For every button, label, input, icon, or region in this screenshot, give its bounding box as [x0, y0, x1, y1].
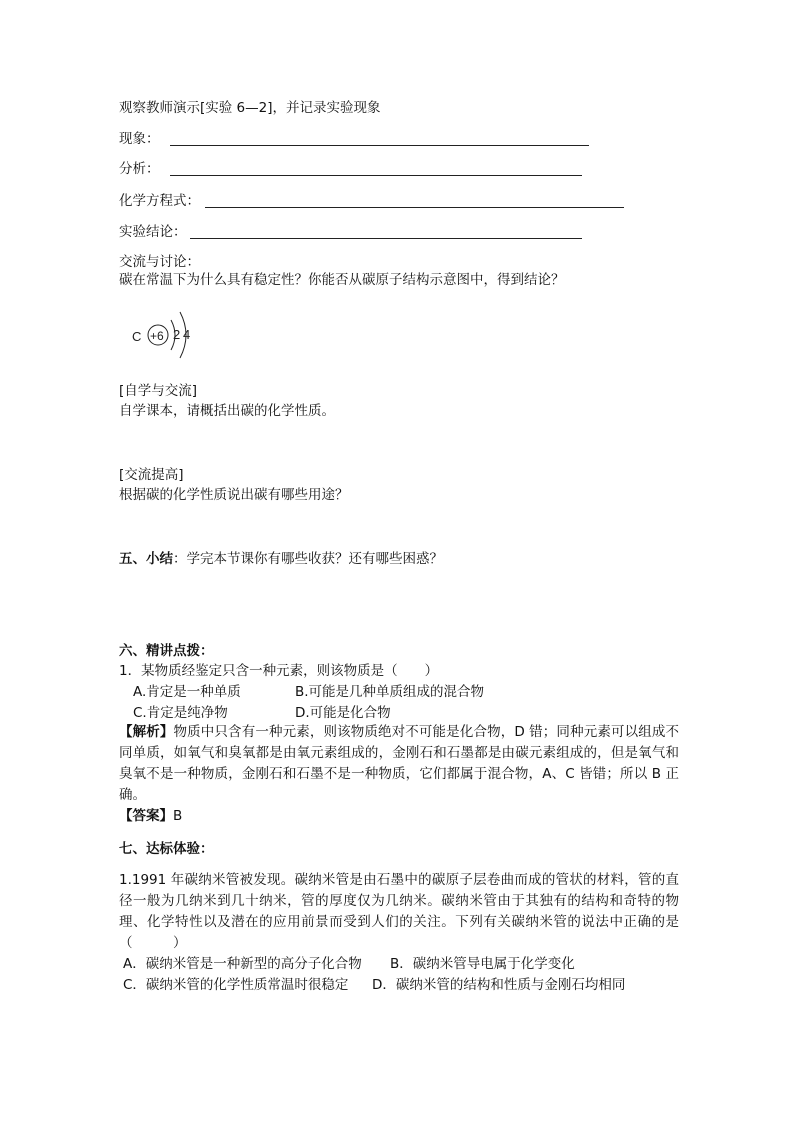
section6-question: 1．某物质经鉴定只含一种元素，则该物质是（ ）	[119, 663, 439, 679]
shell2-electrons: 4	[183, 327, 191, 342]
field-equation-label: 化学方程式：	[119, 193, 200, 209]
analysis-text: 物质中只含有一种元素，则该物质绝对不可能是化合物，D 错；同种元素可以组成不同单质，如氧气和臭氧都是由氧元素组成的，金刚石和石墨都是由碳元素组成的，但是氧气和臭氧不是一种物质，金刚石和石墨不是一种物质，它们都属于混合物，A、C 皆错；所以 B 正确。	[119, 724, 679, 803]
section6-analysis	[119, 722, 679, 806]
field-analysis-blank[interactable]	[170, 175, 582, 176]
section6-option-a: A.肯定是一种单质	[133, 684, 241, 700]
answer-text: B	[173, 808, 183, 824]
observe-title: 观察教师演示[实验 6—2]，并记录实验现象	[119, 100, 381, 116]
field-conclusion-label: 实验结论：	[119, 224, 187, 240]
field-conclusion	[119, 223, 187, 241]
summary-text: ：学完本节课你有哪些收获？还有哪些困惑？	[173, 551, 443, 567]
section6-option-b: B.可能是几种单质组成的混合物	[295, 684, 485, 700]
section7-heading: 七、达标体验：	[119, 841, 214, 857]
field-equation-blank[interactable]	[205, 207, 624, 208]
field-phenomenon-label: 现象：	[119, 131, 160, 147]
exchange-text: 根据碳的化学性质说出碳有哪些用途？	[119, 487, 349, 503]
section6-heading: 六、精讲点拨：	[119, 643, 214, 659]
section6-answer	[119, 807, 182, 825]
self-study-text: 自学课本，请概括出碳的化学性质。	[119, 403, 335, 419]
summary-heading: 五、小结	[119, 551, 173, 567]
field-equation	[119, 192, 200, 210]
atom-symbol: C	[132, 329, 142, 344]
discussion-question: 碳在常温下为什么具有稳定性？你能否从碳原子结构示意图中，得到结论？	[119, 272, 565, 288]
nucleus-charge: +6	[150, 329, 164, 343]
carbon-atom-diagram	[128, 302, 208, 372]
section6-option-d: D.可能是化合物	[295, 705, 391, 721]
exchange-heading: [交流提高]	[119, 467, 184, 483]
field-analysis	[119, 160, 160, 178]
self-study-heading: [自学与交流]	[119, 383, 198, 399]
summary-line	[119, 550, 443, 568]
section7-option-b: B．碳纳米管导电属于化学变化	[390, 956, 575, 972]
discussion-heading: 交流与讨论：	[119, 254, 200, 270]
field-analysis-label: 分析：	[119, 161, 160, 177]
section7-option-d: D．碳纳米管的结构和性质与金刚石均相同	[372, 977, 626, 993]
shell1-electrons: 2	[173, 327, 181, 342]
section7-question: 1.1991 年碳纳米管被发现。碳纳米管是由石墨中的碳原子层卷曲而成的管状的材料，管的直径一般为几纳米到几十纳米，管的厚度仅为几纳米。碳纳米管由于其独有的结构和奇特的物理、化学特性以及潜在的应用前景而受到人们的关注。下列有关碳纳米管的说法中正确的是（ ）	[119, 872, 679, 951]
atom-diagram-svg	[128, 302, 208, 372]
section7-option-a: A．碳纳米管是一种新型的高分子化合物	[123, 956, 362, 972]
field-conclusion-blank[interactable]	[190, 238, 582, 239]
answer-label: 【答案】	[119, 808, 173, 824]
analysis-label: 【解析】	[119, 724, 174, 740]
section6-option-c: C.肯定是纯净物	[133, 705, 228, 721]
field-phenomenon-blank[interactable]	[170, 145, 589, 146]
section7-option-c: C．碳纳米管的化学性质常温时很稳定	[123, 977, 349, 993]
field-phenomenon	[119, 130, 160, 148]
